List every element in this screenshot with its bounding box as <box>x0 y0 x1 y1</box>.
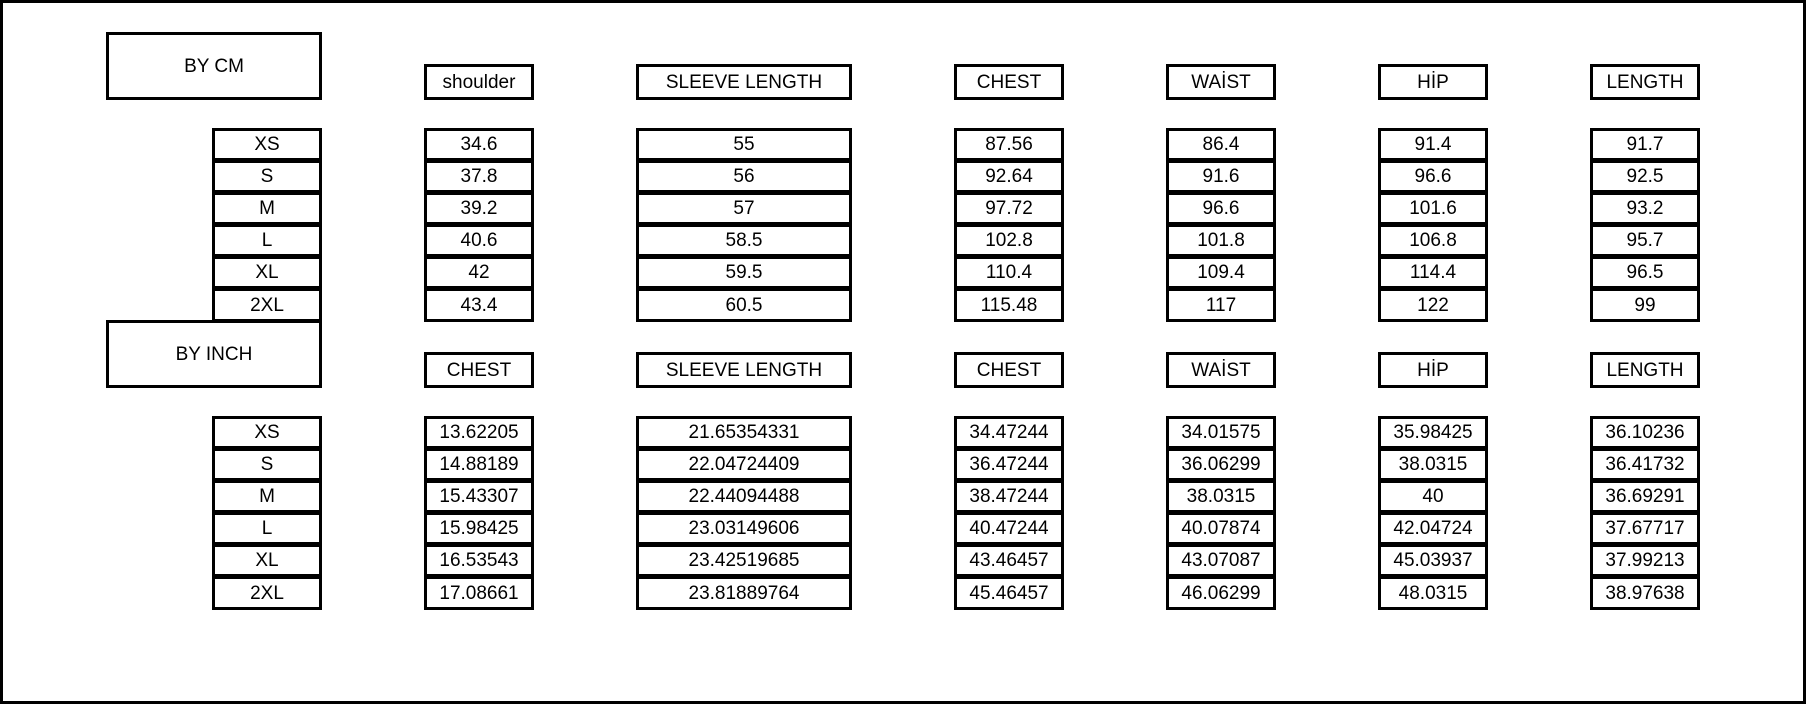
column-header: SLEEVE LENGTH <box>636 64 852 100</box>
measurement-cell: 38.47244 <box>954 480 1064 512</box>
measurement-cell: 21.65354331 <box>636 416 852 448</box>
measurement-cell: 91.4 <box>1378 128 1488 160</box>
column-header: SLEEVE LENGTH <box>636 352 852 388</box>
measurement-cell: 46.06299 <box>1166 576 1276 610</box>
column-header: CHEST <box>424 352 534 388</box>
measurement-cell: 35.98425 <box>1378 416 1488 448</box>
measurement-cell: 117 <box>1166 288 1276 322</box>
column-header: WAİST <box>1166 352 1276 388</box>
measurement-cell: 106.8 <box>1378 224 1488 256</box>
size-label: S <box>212 448 322 480</box>
measurement-cell: 101.6 <box>1378 192 1488 224</box>
measurement-cell: 22.44094488 <box>636 480 852 512</box>
measurement-cell: 102.8 <box>954 224 1064 256</box>
measurement-cell: 42.04724 <box>1378 512 1488 544</box>
measurement-cell: 38.97638 <box>1590 576 1700 610</box>
measurement-cell: 87.56 <box>954 128 1064 160</box>
measurement-cell: 37.67717 <box>1590 512 1700 544</box>
measurement-cell: 34.6 <box>424 128 534 160</box>
column-header: LENGTH <box>1590 352 1700 388</box>
measurement-cell: 99 <box>1590 288 1700 322</box>
measurement-cell: 101.8 <box>1166 224 1276 256</box>
measurement-cell: 16.53543 <box>424 544 534 576</box>
measurement-cell: 22.04724409 <box>636 448 852 480</box>
measurement-cell: 122 <box>1378 288 1488 322</box>
size-label: 2XL <box>212 288 322 322</box>
size-label: XS <box>212 128 322 160</box>
measurement-cell: 55 <box>636 128 852 160</box>
measurement-cell: 14.88189 <box>424 448 534 480</box>
size-label: L <box>212 224 322 256</box>
measurement-cell: 96.5 <box>1590 256 1700 288</box>
measurement-cell: 91.7 <box>1590 128 1700 160</box>
measurement-cell: 58.5 <box>636 224 852 256</box>
measurement-cell: 38.0315 <box>1378 448 1488 480</box>
column-header: HİP <box>1378 352 1488 388</box>
column-header: CHEST <box>954 64 1064 100</box>
measurement-cell: 96.6 <box>1166 192 1276 224</box>
measurement-cell: 36.47244 <box>954 448 1064 480</box>
measurement-cell: 40.07874 <box>1166 512 1276 544</box>
measurement-cell: 48.0315 <box>1378 576 1488 610</box>
column-header: HİP <box>1378 64 1488 100</box>
measurement-cell: 92.64 <box>954 160 1064 192</box>
measurement-cell: 40.47244 <box>954 512 1064 544</box>
section-title: BY INCH <box>106 320 322 388</box>
measurement-cell: 39.2 <box>424 192 534 224</box>
measurement-cell: 59.5 <box>636 256 852 288</box>
measurement-cell: 23.42519685 <box>636 544 852 576</box>
measurement-cell: 109.4 <box>1166 256 1276 288</box>
measurement-cell: 115.48 <box>954 288 1064 322</box>
measurement-cell: 114.4 <box>1378 256 1488 288</box>
size-label: XS <box>212 416 322 448</box>
measurement-cell: 37.8 <box>424 160 534 192</box>
measurement-cell: 93.2 <box>1590 192 1700 224</box>
column-header: WAİST <box>1166 64 1276 100</box>
measurement-cell: 96.6 <box>1378 160 1488 192</box>
measurement-cell: 13.62205 <box>424 416 534 448</box>
measurement-cell: 56 <box>636 160 852 192</box>
column-header: LENGTH <box>1590 64 1700 100</box>
size-label: S <box>212 160 322 192</box>
measurement-cell: 38.0315 <box>1166 480 1276 512</box>
measurement-cell: 40.6 <box>424 224 534 256</box>
measurement-cell: 36.10236 <box>1590 416 1700 448</box>
measurement-cell: 34.47244 <box>954 416 1064 448</box>
size-label: M <box>212 480 322 512</box>
measurement-cell: 36.41732 <box>1590 448 1700 480</box>
measurement-cell: 45.03937 <box>1378 544 1488 576</box>
measurement-cell: 36.06299 <box>1166 448 1276 480</box>
column-header: shoulder <box>424 64 534 100</box>
measurement-cell: 36.69291 <box>1590 480 1700 512</box>
measurement-cell: 34.01575 <box>1166 416 1276 448</box>
size-label: 2XL <box>212 576 322 610</box>
measurement-cell: 17.08661 <box>424 576 534 610</box>
size-label: XL <box>212 256 322 288</box>
section-title: BY CM <box>106 32 322 100</box>
size-label: L <box>212 512 322 544</box>
measurement-cell: 43.07087 <box>1166 544 1276 576</box>
measurement-cell: 23.03149606 <box>636 512 852 544</box>
measurement-cell: 95.7 <box>1590 224 1700 256</box>
measurement-cell: 23.81889764 <box>636 576 852 610</box>
measurement-cell: 40 <box>1378 480 1488 512</box>
measurement-cell: 60.5 <box>636 288 852 322</box>
measurement-cell: 43.4 <box>424 288 534 322</box>
size-label: XL <box>212 544 322 576</box>
measurement-cell: 91.6 <box>1166 160 1276 192</box>
size-label: M <box>212 192 322 224</box>
measurement-cell: 92.5 <box>1590 160 1700 192</box>
measurement-cell: 37.99213 <box>1590 544 1700 576</box>
measurement-cell: 97.72 <box>954 192 1064 224</box>
measurement-cell: 43.46457 <box>954 544 1064 576</box>
column-header: CHEST <box>954 352 1064 388</box>
measurement-cell: 86.4 <box>1166 128 1276 160</box>
measurement-cell: 42 <box>424 256 534 288</box>
measurement-cell: 15.43307 <box>424 480 534 512</box>
measurement-cell: 15.98425 <box>424 512 534 544</box>
measurement-cell: 57 <box>636 192 852 224</box>
measurement-cell: 110.4 <box>954 256 1064 288</box>
measurement-cell: 45.46457 <box>954 576 1064 610</box>
